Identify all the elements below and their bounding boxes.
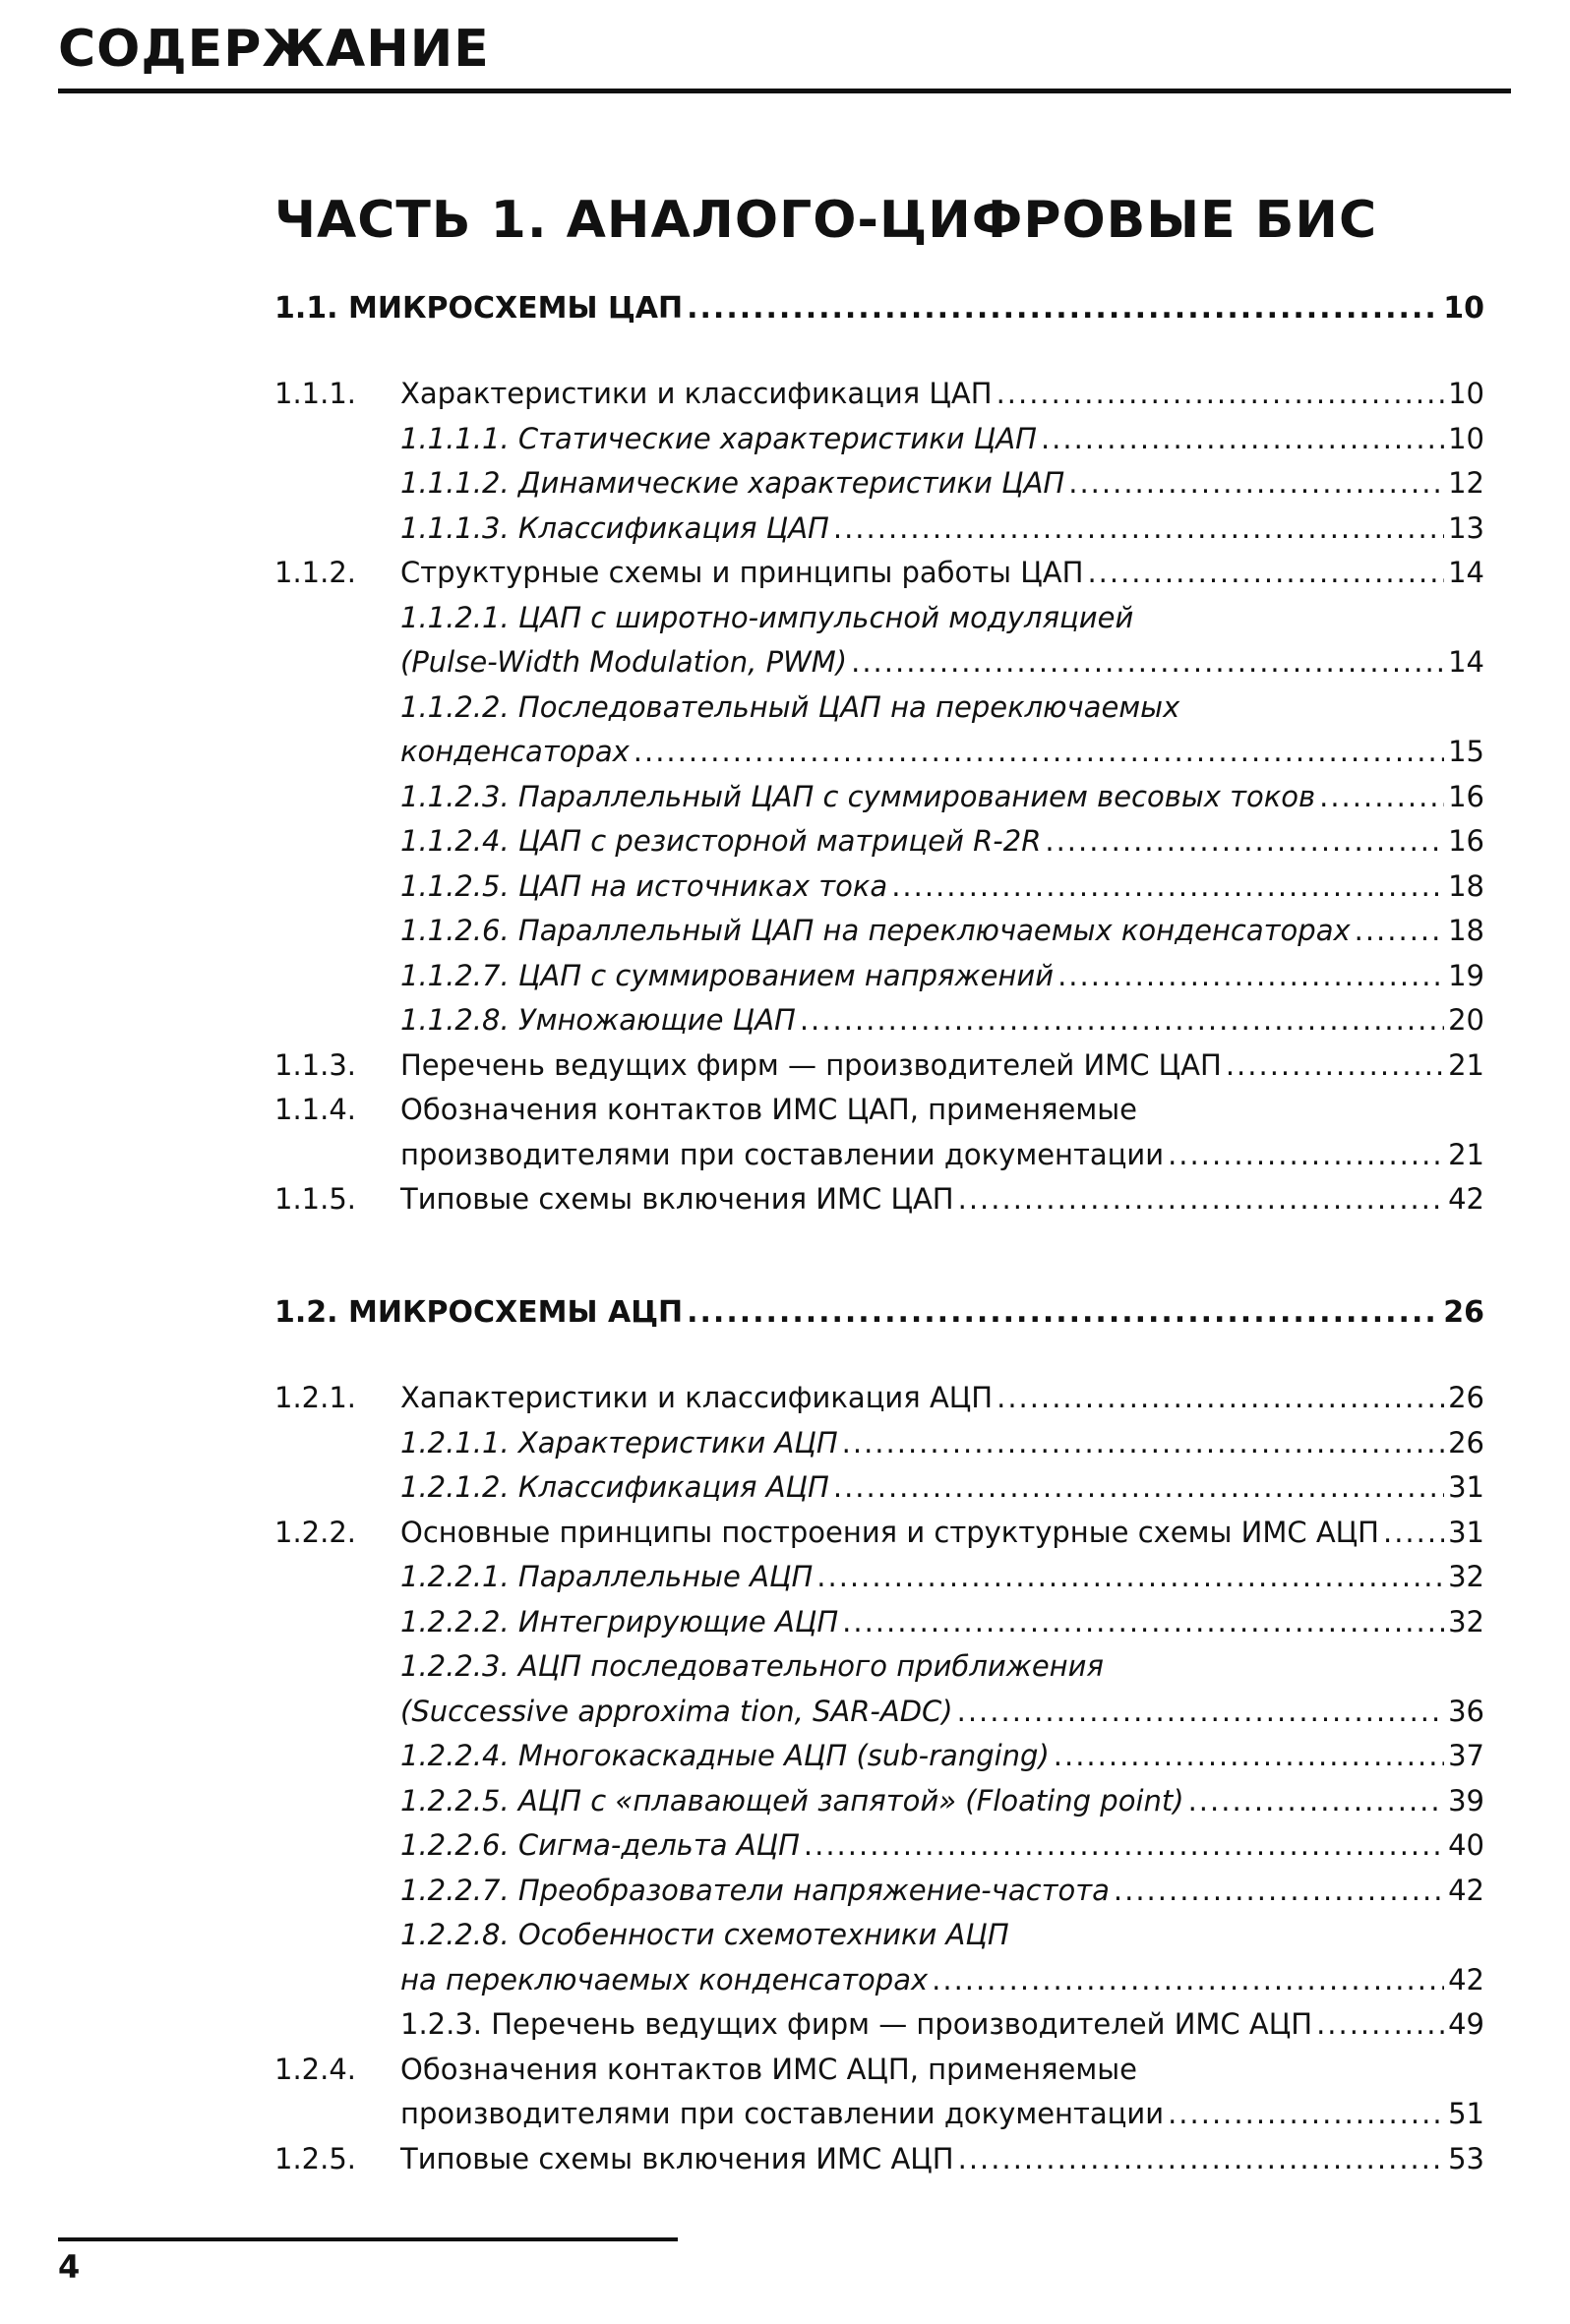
toc-entry xyxy=(274,869,1484,904)
toc-page-number: 14 xyxy=(1448,645,1484,679)
toc-entry xyxy=(274,1828,1484,1863)
toc-page-number: 18 xyxy=(1448,914,1484,947)
toc-entry-title: (Successive approxima tion, SAR-ADC) xyxy=(400,1694,953,1728)
toc-entry-title: 1.1.2.3. Параллельный ЦАП с суммированием весовых токов xyxy=(400,779,1316,813)
toc-entry-title: 1.2.2.4. Многокаскадные АЦП (sub-ranging) xyxy=(400,1739,1050,1772)
toc-leader-dots xyxy=(957,1695,1444,1729)
toc-entry-title: производителями при составлении документации xyxy=(400,2097,1165,2130)
toc-page-number: 31 xyxy=(1448,1515,1484,1549)
toc-leader-dots xyxy=(1355,914,1444,948)
footer-rule xyxy=(58,2237,678,2241)
toc-entry-title: Структурные схемы и принципы работы ЦАП xyxy=(400,556,1084,589)
toc-entry-title: 1.1.2.5. ЦАП на источниках тока xyxy=(400,868,888,903)
toc-entry-number: 1.2.4. xyxy=(274,2052,357,2086)
toc-entry xyxy=(274,1649,1484,1684)
toc-entry xyxy=(274,1048,1484,1083)
toc-entry-title: Характеристики и классификация ЦАП xyxy=(400,377,993,410)
toc-page-number: 40 xyxy=(1448,1828,1484,1862)
toc-entry-title: 1.1.2.4. ЦАП с резисторной матрицей R-2R xyxy=(400,824,1042,858)
toc-page-number: 12 xyxy=(1448,466,1484,500)
toc-leader-dots xyxy=(687,1295,1439,1331)
toc-section-title: 1.2. МИКРОСХЕМЫ АЦП xyxy=(274,1295,684,1330)
toc-page-number: 39 xyxy=(1448,1783,1484,1817)
toc-entry-title: 1.1.2.8. Умножающие ЦАП xyxy=(400,1003,796,1037)
toc-entry-title: производителями при составлении документации xyxy=(400,1137,1165,1171)
toc-page-number: 32 xyxy=(1448,1560,1484,1593)
toc-leader-dots xyxy=(1054,1739,1444,1773)
toc-section-heading xyxy=(274,291,1484,327)
toc-entry xyxy=(274,1182,1484,1217)
toc-leader-dots xyxy=(1057,959,1444,993)
toc-entry xyxy=(274,1963,1484,1997)
toc-leader-dots xyxy=(1188,1784,1445,1818)
toc-page-number: 26 xyxy=(1448,1381,1484,1414)
toc-entry-title: 1.1.1.3. Классификация ЦАП xyxy=(400,510,829,545)
toc-entry xyxy=(274,1739,1484,1773)
toc-page-number: 20 xyxy=(1448,1003,1484,1037)
toc-leader-dots xyxy=(816,1560,1444,1594)
toc-leader-dots xyxy=(932,1963,1444,1997)
toc-entry xyxy=(274,914,1484,948)
toc-page-number: 36 xyxy=(1448,1694,1484,1728)
toc-entry-title: Перечень ведущих фирм — производителей ИМС ЦАП xyxy=(400,1047,1222,1082)
toc-entry-title: 1.2.2.7. Преобразователи напряжение-частота xyxy=(400,1873,1110,1907)
toc-entry-title: 1.2.1.1. Характеристики АЦП xyxy=(400,1425,838,1460)
toc-page-number: 42 xyxy=(1448,1962,1484,1996)
toc-entry-title: (Pulse-Width Modulation, PWM) xyxy=(400,645,848,679)
toc-entry-title: 1.2.2.1. Параллельные АЦП xyxy=(400,1560,814,1593)
toc-entry xyxy=(274,1426,1484,1460)
toc-entry-number: 1.1.4. xyxy=(274,1093,357,1126)
page-header-title: СОДЕРЖАНИЕ xyxy=(58,20,490,79)
toc-entry xyxy=(274,601,1484,635)
toc-entry-title: 1.2.3. Перечень ведущих фирм — производителей ИМС АЦП xyxy=(400,2007,1313,2041)
toc-entry xyxy=(274,1784,1484,1818)
toc-entry xyxy=(274,780,1484,814)
toc-entry-title: 1.1.2.1. ЦАП с широтно-импульсной модуляцией xyxy=(400,600,1134,634)
toc-entry xyxy=(274,511,1484,546)
toc-entry xyxy=(274,466,1484,501)
toc-leader-dots xyxy=(1087,556,1444,590)
toc-page-number: 21 xyxy=(1448,1137,1484,1171)
toc-page-number: 37 xyxy=(1448,1739,1484,1772)
toc-entry-title: 1.1.2.6. Параллельный ЦАП на переключаемых конденсаторах xyxy=(400,914,1351,947)
toc-page-number: 16 xyxy=(1448,779,1484,813)
toc-entry xyxy=(274,645,1484,680)
toc-page-number: 42 xyxy=(1448,1182,1484,1216)
toc-entry xyxy=(274,1138,1484,1172)
toc-entry-number: 1.2.5. xyxy=(274,2141,357,2175)
toc-leader-dots xyxy=(1168,2097,1444,2131)
toc-entry xyxy=(274,556,1484,590)
toc-entry-title: 1.2.2.2. Интегрирующие АЦП xyxy=(400,1604,839,1639)
toc-entry xyxy=(274,1695,1484,1729)
toc-leader-dots xyxy=(958,1182,1444,1217)
toc-leader-dots xyxy=(996,377,1445,411)
toc-entry-title: конденсаторах xyxy=(400,735,630,768)
toc-entry xyxy=(274,2053,1484,2087)
toc-leader-dots xyxy=(1045,824,1444,859)
toc-entry xyxy=(274,1381,1484,1415)
toc-entry-number: 1.1.5. xyxy=(274,1182,357,1216)
toc-entry-title: 1.2.2.5. АЦП с «плавающей запятой» (Floating point) xyxy=(400,1783,1184,1817)
toc-entry-number: 1.1.1. xyxy=(274,377,357,410)
toc-leader-dots xyxy=(1068,466,1444,501)
toc-entry-title: 1.1.2.7. ЦАП с суммированием напряжений xyxy=(400,958,1055,992)
toc-entry-number: 1.2.2. xyxy=(274,1515,357,1549)
toc-page-number: 26 xyxy=(1448,1425,1484,1460)
toc-entry xyxy=(274,1516,1484,1550)
toc-leader-dots xyxy=(687,291,1439,327)
toc-entry xyxy=(274,2097,1484,2131)
toc-entry xyxy=(274,1918,1484,1952)
toc-page-number: 49 xyxy=(1448,2007,1484,2041)
toc-entry-title: 1.2.2.6. Сигма-дельта АЦП xyxy=(400,1828,800,1862)
toc-entry-title: 1.1.1.1. Статические характеристики ЦАП xyxy=(400,421,1037,455)
toc-leader-dots xyxy=(833,511,1444,546)
toc-page-number: 51 xyxy=(1448,2097,1484,2130)
toc-leader-dots xyxy=(634,735,1444,769)
toc-entry-title: Обозначения контактов ИМС ЦАП, применяемые xyxy=(400,1093,1137,1126)
toc-page-number: 15 xyxy=(1448,735,1484,768)
toc-entry xyxy=(274,1874,1484,1908)
toc-page-number: 21 xyxy=(1448,1047,1484,1082)
toc-page-number: 13 xyxy=(1448,510,1484,545)
toc-leader-dots xyxy=(1316,2007,1444,2042)
toc-entry xyxy=(274,824,1484,859)
toc-entry-title: 1.1.2.2. Последовательный ЦАП на переключаемых xyxy=(400,689,1180,724)
part-title: ЧАСТЬ 1. АНАЛОГО-ЦИФРОВЫЕ БИС xyxy=(274,191,1378,250)
toc-page-number: 26 xyxy=(1443,1295,1484,1330)
toc-entry-number: 1.2.1. xyxy=(274,1381,357,1414)
toc-leader-dots xyxy=(833,1470,1444,1505)
toc-leader-dots xyxy=(851,645,1444,680)
toc-entry xyxy=(274,2007,1484,2042)
toc-entry xyxy=(274,377,1484,411)
toc-leader-dots xyxy=(1041,422,1444,456)
toc-entry-title: Типовые схемы включения ИМС ЦАП xyxy=(400,1182,954,1216)
toc-entry-title: 1.2.2.8. Особенности схемотехники АЦП xyxy=(400,1918,1009,1951)
toc-entry-title: Типовые схемы включения ИМС АЦП xyxy=(400,2141,954,2175)
toc-leader-dots xyxy=(842,1426,1444,1460)
toc-entry xyxy=(274,735,1484,769)
toc-entry-number: 1.1.2. xyxy=(274,556,357,589)
toc-page-number: 32 xyxy=(1448,1604,1484,1639)
toc-entry xyxy=(274,959,1484,993)
toc-entry-number: 1.1.3. xyxy=(274,1047,357,1082)
page-number: 4 xyxy=(58,2248,81,2286)
toc-page-number: 18 xyxy=(1448,868,1484,903)
toc-entry xyxy=(274,422,1484,456)
header-rule xyxy=(58,89,1511,93)
toc-entry-title: 1.1.1.2. Динамические характеристики ЦАП xyxy=(400,466,1065,500)
toc-entry xyxy=(274,2142,1484,2176)
toc-entry xyxy=(274,1003,1484,1038)
toc-leader-dots xyxy=(804,1828,1444,1863)
toc-page-number: 10 xyxy=(1448,421,1484,455)
toc-entry xyxy=(274,1470,1484,1505)
toc-leader-dots xyxy=(1319,780,1444,814)
toc-leader-dots xyxy=(800,1003,1444,1038)
toc-entry-title: Основные принципы построения и структурные схемы ИМС АЦП xyxy=(400,1515,1379,1549)
toc-entry xyxy=(274,1560,1484,1594)
toc-page-number: 14 xyxy=(1448,556,1484,589)
toc-leader-dots xyxy=(1383,1516,1444,1550)
toc-page-number: 16 xyxy=(1448,824,1484,858)
toc-section-heading xyxy=(274,1295,1484,1331)
toc-section-title: 1.1. МИКРОСХЕМЫ ЦАП xyxy=(274,291,684,326)
toc-leader-dots xyxy=(1114,1874,1444,1908)
toc-leader-dots xyxy=(891,869,1444,904)
toc-entry xyxy=(274,690,1484,725)
toc-entry-title: 1.2.2.3. АЦП последовательного приближения xyxy=(400,1649,1104,1683)
toc-entry-title: 1.2.1.2. Классификация АЦП xyxy=(400,1470,829,1504)
toc-leader-dots xyxy=(1226,1048,1444,1083)
toc-page-number: 10 xyxy=(1443,291,1484,326)
toc-page-number: 53 xyxy=(1448,2141,1484,2175)
toc-entry-title: Хапактеристики и классификация АЦП xyxy=(400,1381,994,1414)
toc-leader-dots xyxy=(958,2142,1444,2176)
toc-leader-dots xyxy=(842,1605,1444,1639)
toc-entry xyxy=(274,1605,1484,1639)
toc-entry-title: Обозначения контактов ИМС АЦП, применяемые xyxy=(400,2052,1137,2086)
toc-entry-title: на переключаемых конденсаторах xyxy=(400,1962,929,1996)
toc-leader-dots xyxy=(996,1381,1444,1415)
toc-entry xyxy=(274,1093,1484,1127)
toc-page-number: 31 xyxy=(1448,1470,1484,1504)
toc-page-number: 10 xyxy=(1448,377,1484,410)
toc-page-number: 42 xyxy=(1448,1873,1484,1907)
toc-page-number: 19 xyxy=(1448,958,1484,992)
toc-leader-dots xyxy=(1168,1138,1444,1172)
